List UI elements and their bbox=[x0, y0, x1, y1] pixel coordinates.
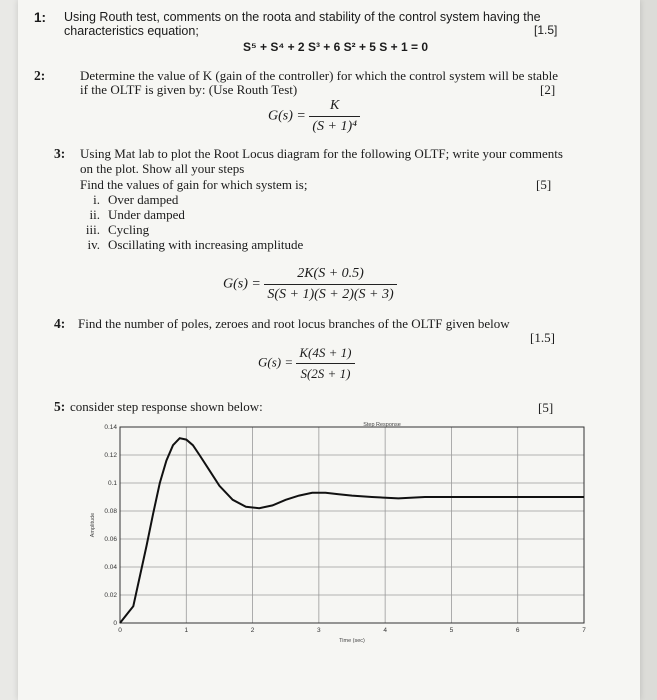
x-tick-label: 5 bbox=[449, 627, 454, 634]
question-4-marks: [1.5] bbox=[530, 330, 555, 345]
question-3-text-line1: Using Mat lab to plot the Root Locus diagram for the following OLTF; write your comments bbox=[80, 146, 563, 161]
question-1-marks: [1.5] bbox=[534, 23, 558, 37]
y-tick-label: 0.08 bbox=[104, 508, 117, 515]
y-tick-label: 0.06 bbox=[104, 536, 117, 543]
question-4-fraction bbox=[296, 345, 354, 382]
question-2-denominator: (S + 1)⁴ bbox=[312, 119, 357, 134]
x-tick-label: 0 bbox=[118, 627, 122, 634]
question-4-number: 4: bbox=[54, 316, 66, 331]
x-tick-label: 3 bbox=[317, 627, 321, 634]
list-item: iii. Cycling bbox=[85, 222, 150, 237]
question-5-marks: [5] bbox=[538, 400, 554, 415]
question-3-marks: [5] bbox=[536, 177, 552, 192]
y-tick-label: 0.14 bbox=[104, 424, 117, 431]
question-3-text-line2: on the plot. Show all your steps bbox=[80, 161, 245, 176]
x-tick-label: 6 bbox=[515, 627, 520, 634]
plot-frame bbox=[120, 427, 584, 623]
question-1-number: 1: bbox=[34, 10, 47, 25]
question-1-text-line1: Using Routh test, comments on the roota and stability of the control system having the bbox=[64, 10, 541, 24]
page-margin bbox=[640, 0, 657, 700]
question-4-text: Find the number of poles, zeroes and root locus branches of the OLTF given below bbox=[78, 316, 510, 331]
step-response-chart bbox=[18, 415, 640, 655]
y-axis-label: Amplitude bbox=[90, 512, 96, 538]
y-tick-label: 0.02 bbox=[104, 592, 117, 599]
x-tick-label: 1 bbox=[184, 627, 189, 634]
y-tick-label: 0.12 bbox=[104, 452, 117, 459]
question-2-numerator: K bbox=[309, 98, 360, 117]
question-5-number: 5: bbox=[54, 399, 66, 414]
question-2-number: 2: bbox=[34, 68, 46, 83]
question-2-formula bbox=[268, 98, 360, 135]
question-4-formula-lhs: G(s) = bbox=[258, 354, 294, 370]
question-3-formula bbox=[223, 266, 397, 303]
question-5-text: consider step response shown below: bbox=[70, 399, 263, 414]
x-tick-label: 4 bbox=[383, 627, 387, 634]
question-3-fraction bbox=[264, 266, 396, 303]
y-tick-label: 0 bbox=[113, 620, 117, 627]
question-4-denominator: S(2S + 1) bbox=[300, 366, 351, 381]
question-3-number: 3: bbox=[54, 146, 66, 161]
question-2-text-line1: Determine the value of K (gain of the controller) for which the control system will be stable bbox=[80, 68, 558, 83]
question-3-numerator: 2K(S + 0.5) bbox=[264, 266, 396, 285]
question-4-formula bbox=[258, 345, 355, 382]
list-item: iv. Oscillating with increasing amplitude bbox=[87, 237, 304, 252]
exam-sheet bbox=[18, 0, 640, 700]
question-1-text-line2: characteristics equation; bbox=[64, 24, 199, 38]
list-item: ii. Under damped bbox=[89, 207, 185, 222]
chart-ticks bbox=[104, 424, 586, 634]
question-2-fraction bbox=[309, 98, 360, 135]
question-2-text-line2: if the OLTF is given by: (Use Routh Test) bbox=[80, 82, 298, 97]
y-tick-label: 0.04 bbox=[104, 564, 117, 571]
question-3-formula-lhs: G(s) = bbox=[223, 276, 261, 292]
x-tick-label: 2 bbox=[250, 627, 255, 634]
y-tick-label: 0.1 bbox=[107, 480, 117, 487]
chart-title: Step Response bbox=[363, 422, 401, 428]
chart-grid bbox=[120, 427, 584, 623]
question-3-list bbox=[66, 192, 303, 252]
question-2-marks: [2] bbox=[540, 82, 556, 97]
x-tick-label: 7 bbox=[582, 627, 586, 634]
question-2-formula-lhs: G(s) = bbox=[268, 108, 306, 124]
question-3-text-line3: Find the values of gain for which system is; bbox=[80, 177, 308, 192]
x-axis-label: Time (sec) bbox=[339, 638, 365, 644]
list-item: i. Over damped bbox=[93, 192, 179, 207]
question-4-numerator: K(4S + 1) bbox=[296, 345, 354, 364]
question-3-denominator: S(S + 1)(S + 2)(S + 3) bbox=[267, 287, 394, 302]
question-1-equation: S⁵ + S⁴ + 2 S³ + 6 S² + 5 S + 1 = 0 bbox=[243, 40, 429, 54]
